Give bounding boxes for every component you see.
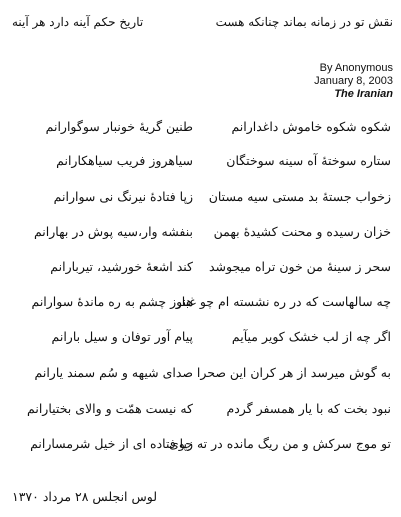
couplet-5-right: سحر ز سینهٔ من خون تراه میجوشد	[208, 259, 391, 274]
couplet-8-left: صدای شیهه و سُم سمند یارانم	[34, 365, 193, 380]
couplet-3-left: زپا فتادهٔ نیرنگ نی سوارانم	[53, 189, 193, 204]
couplet-10-left: زپا فتاده ای از خیل شرمسارانم	[30, 436, 193, 451]
couplet-8-right: به گوش میرسد از هر کران این صحرا	[196, 365, 391, 380]
footer-place-date: لوس انجلس ۲۸ مرداد ۱۳۷۰	[12, 489, 158, 504]
couplet-2-right: ستاره سوختهٔ آه سینه سوختگان	[226, 153, 391, 168]
couplet-9-right: نبود بخت که با یار همسفر گردم	[226, 401, 391, 416]
couplet-9-left: که نیست همّت و والای بختیارانم	[27, 401, 193, 416]
couplet-7-right: اگر چه از لب خشک کویر میآیم	[231, 329, 391, 344]
couplet-4-right: خزان رسیده و محنت کشیدهٔ بهمن	[213, 224, 391, 239]
couplet-7-left: پیام آور توفان و سیل بارانم	[51, 329, 193, 344]
couplet-1-right: شکوه شکوه خاموش داغدارانم	[231, 119, 391, 134]
header-hemistich-right: نقش تو در زمانه بماند چنانکه هست	[215, 15, 393, 29]
byline-author: By Anonymous	[319, 62, 393, 74]
couplet-4-left: بنفشه وار،سیه پوش در بهارانم	[33, 224, 193, 239]
couplet-6-right: چه سالهاست که در ره نشسته ام چو غبار	[175, 294, 391, 309]
couplet-2-left: سیاهروز فریب سیاهکارانم	[56, 153, 193, 168]
couplet-3-right: زخواب جستهٔ بد مستی سیه مستان	[208, 189, 391, 204]
byline-date: January 8, 2003	[314, 75, 393, 87]
byline	[253, 62, 393, 101]
couplet-5-left: کند اشعهٔ خورشید، تیربارانم	[50, 259, 193, 274]
couplet-10-right: تو موج سرکش و من ریگ مانده در ته جوی	[169, 436, 391, 451]
couplet-1-left: طنین گریهٔ خونبار سوگوارانم	[45, 119, 193, 134]
byline-source: The Iranian	[334, 88, 393, 100]
header-hemistich-left: تاریخ حکم آینه دارد هر آینه	[12, 15, 144, 29]
couplet-6-left: هنوز چشم به ره ماندهٔ سوارانم	[31, 294, 193, 309]
